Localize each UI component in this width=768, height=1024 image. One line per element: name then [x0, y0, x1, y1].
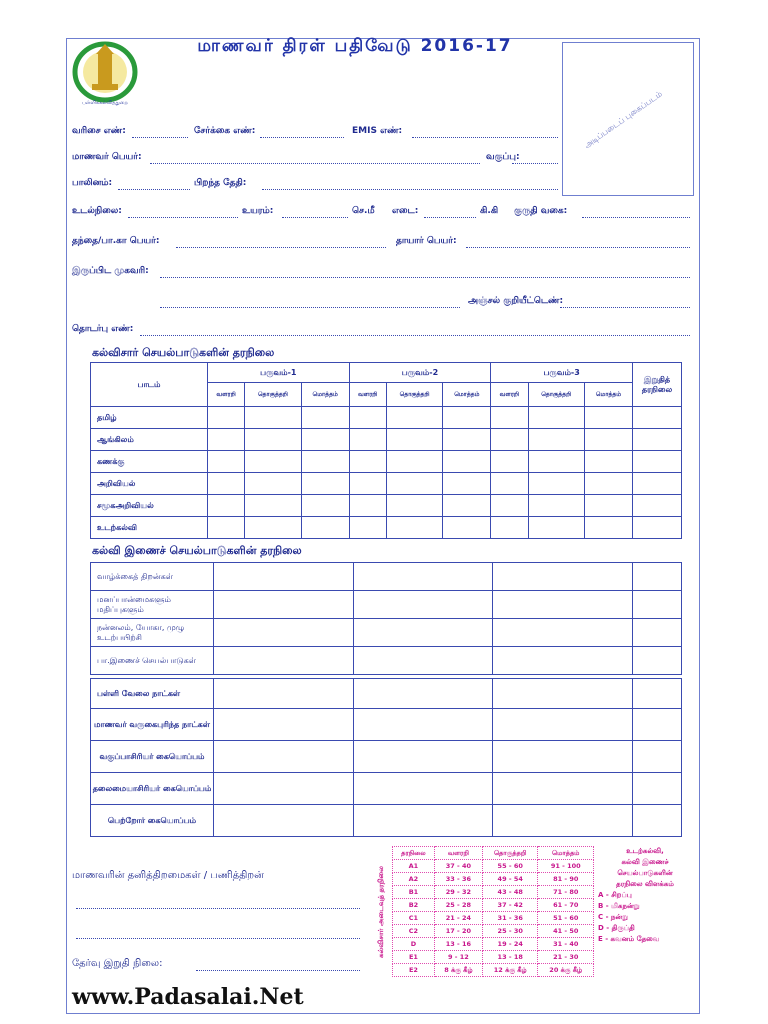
legend-line: உடற்கல்வி, — [626, 847, 664, 855]
coscholastic-row-label: நன்னலம், யோகா, முழு உடற்பயிற்சி — [91, 619, 214, 647]
grade-range: 29 - 32 — [434, 886, 482, 899]
grade-code: E2 — [393, 964, 435, 977]
field-health: உடல்நிலை: — [72, 206, 122, 216]
grade-range: 25 - 28 — [434, 899, 482, 912]
field-kg: கி.கி — [480, 206, 499, 216]
field-father-name: தந்தை/பா.கா பெயர்: — [72, 236, 160, 246]
t1-formative: வளரறி — [208, 383, 245, 407]
grade-header: தொகுத்தறி — [482, 847, 538, 860]
subject-header: பாடம் — [91, 363, 208, 407]
grade-header: மொத்தம் — [538, 847, 594, 860]
t2-formative: வளரறி — [349, 383, 386, 407]
grade-range: 91 - 100 — [538, 860, 594, 873]
legend-line: கல்வி இணைச் — [621, 858, 669, 866]
input-height[interactable] — [282, 217, 348, 218]
final-status-label: தேர்வு இறுதி நிலை: — [72, 958, 163, 969]
input-pincode[interactable] — [560, 307, 690, 308]
field-cm: செ.மீ — [352, 206, 375, 216]
input-gender[interactable] — [118, 189, 190, 190]
grade-range: 41 - 50 — [538, 925, 594, 938]
input-student-name[interactable] — [150, 163, 480, 164]
signature-row-label: பெற்றோர் கையொப்பம் — [91, 805, 214, 837]
footer-website: www.Padasalai.Net — [72, 984, 304, 1010]
input-father-name[interactable] — [176, 247, 386, 248]
grade-range: 8 க்கு கீழ் — [434, 964, 482, 977]
input-emis[interactable] — [412, 137, 558, 138]
grade-range: 9 - 12 — [434, 951, 482, 964]
field-student-name: மாணவர் பெயர்: — [72, 152, 142, 162]
talents-line-1[interactable] — [76, 908, 360, 909]
input-dob[interactable] — [262, 189, 558, 190]
subject-row-label: சமூகஅறிவியல் — [91, 495, 208, 517]
grade-range: 71 - 80 — [538, 886, 594, 899]
legend-line: D - திருப்தி — [598, 924, 635, 932]
input-mother-name[interactable] — [466, 247, 690, 248]
t2-total: மொத்தம் — [443, 383, 491, 407]
t1-total: மொத்தம் — [301, 383, 349, 407]
legend-line: C - நன்று — [598, 913, 629, 921]
grade-range: 37 - 40 — [434, 860, 482, 873]
field-pincode: அஞ்சல் குறியீட்டெண்: — [468, 296, 564, 306]
subject-row-label: ஆங்கிலம் — [91, 429, 208, 451]
emblem-logo — [70, 40, 140, 108]
grade-code: A1 — [393, 860, 435, 873]
subject-row-label: கணக்கு — [91, 451, 208, 473]
attendance-row-label: பள்ளி வேலை நாட்கள் — [91, 679, 214, 709]
grade-code: D — [393, 938, 435, 951]
legend-line: A - சிறப்பு — [598, 891, 632, 899]
legend-line: B - மிகநன்று — [598, 902, 640, 910]
input-class[interactable] — [512, 163, 558, 164]
signature-row-label: வகுப்பாசிரியர் கையொப்பம் — [91, 741, 214, 773]
field-height: உயரம்: — [242, 206, 274, 216]
talents-label: மாணவரின் தனித்திறமைகள் / பணித்திறன் — [72, 870, 264, 881]
grade-range: 81 - 90 — [538, 873, 594, 886]
grade-header: வளரறி — [434, 847, 482, 860]
field-admission: சேர்க்கை எண்: — [194, 126, 256, 136]
page-title: மாணவர் திரள் பதிவேடு 2016-17 — [197, 36, 513, 56]
grade-range: 55 - 60 — [482, 860, 538, 873]
grade-range: 21 - 24 — [434, 912, 482, 925]
grade-range: 12 க்கு கீழ் — [482, 964, 538, 977]
final-status-input[interactable] — [196, 970, 360, 971]
grade-code: B2 — [393, 899, 435, 912]
field-dob: பிறந்த தேதி: — [194, 178, 247, 188]
field-serial: வரிசை எண்: — [72, 126, 126, 136]
coscholastic-row-label: பா.இணைச் செயல்பாடுகள் — [91, 647, 214, 675]
grade-range: 37 - 42 — [482, 899, 538, 912]
term-2-header: பருவம்-2 — [349, 363, 491, 383]
input-blood-group[interactable] — [582, 217, 690, 218]
final-grade-header: இறுதித் தரநிலை — [633, 363, 682, 407]
term-1-header: பருவம்-1 — [208, 363, 350, 383]
grade-range: 17 - 20 — [434, 925, 482, 938]
legend-line: E - கவனம் தேவை — [598, 935, 660, 943]
signature-row-label: தலைமையாசிரியர் கையொப்பம் — [91, 773, 214, 805]
grade-range: 33 - 36 — [434, 873, 482, 886]
grade-range: 31 - 40 — [538, 938, 594, 951]
grade-header: தரநிலை — [393, 847, 435, 860]
grade-range: 61 - 70 — [538, 899, 594, 912]
grade-range: 21 - 30 — [538, 951, 594, 964]
input-serial[interactable] — [132, 137, 188, 138]
grade-range: 51 - 60 — [538, 912, 594, 925]
term-3-header: பருவம்-3 — [491, 363, 633, 383]
coscholastic-row-label: மனப்பான்மைகளும் மதிப்புகளும் — [91, 591, 214, 619]
talents-line-2[interactable] — [76, 938, 360, 939]
grade-table-side-label: கல்விசார் அடைவுத் தரநிலை — [377, 866, 385, 958]
field-address: இருப்பிட முகவரி: — [72, 266, 149, 276]
input-address-2[interactable] — [160, 307, 460, 308]
t3-formative: வளரறி — [491, 383, 528, 407]
subject-row-label: அறிவியல் — [91, 473, 208, 495]
t3-summative: தொகுத்தறி — [528, 383, 585, 407]
attendance-signature-table — [90, 678, 682, 837]
academic-grade-table — [90, 362, 682, 539]
grade-code: E1 — [393, 951, 435, 964]
grade-range: 43 - 48 — [482, 886, 538, 899]
logo-caption: பள்ளிக்கல்வித்துறை — [82, 100, 128, 106]
section-coscholastic-title: கல்வி இணைச் செயல்பாடுகளின் தரநிலை — [92, 544, 302, 557]
subject-row-label: உடற்கல்வி — [91, 517, 208, 539]
section-academic-title: கல்விசார் செயல்பாடுகளின் தரநிலை — [92, 346, 275, 359]
input-health[interactable] — [128, 217, 238, 218]
field-mother-name: தாயார் பெயர்: — [396, 236, 457, 246]
legend-line: தரநிலை விளக்கம் — [616, 880, 674, 888]
field-emis: EMIS எண்: — [352, 126, 403, 136]
attendance-row-label: மாணவர் வருகைபுரிந்த நாட்கள் — [91, 709, 214, 741]
grade-code: B1 — [393, 886, 435, 899]
subject-row-label: தமிழ் — [91, 407, 208, 429]
field-weight: எடை: — [392, 206, 419, 216]
grade-reference-table — [392, 846, 594, 977]
t1-summative: தொகுத்தறி — [245, 383, 302, 407]
legend-line: செயல்பாடுகளின் — [617, 869, 673, 877]
field-gender: பாலினம்: — [72, 178, 113, 188]
photo-label: அடிப்படைப் புகைப்படம் — [582, 89, 664, 150]
grade-code: A2 — [393, 873, 435, 886]
grade-code: C1 — [393, 912, 435, 925]
grade-range: 31 - 36 — [482, 912, 538, 925]
coscholastic-table — [90, 562, 682, 675]
input-phone[interactable] — [140, 335, 690, 336]
grade-range: 20 க்கு கீழ் — [538, 964, 594, 977]
grade-code: C2 — [393, 925, 435, 938]
t2-summative: தொகுத்தறி — [386, 383, 443, 407]
grade-range: 13 - 16 — [434, 938, 482, 951]
grade-range: 49 - 54 — [482, 873, 538, 886]
grade-legend — [598, 846, 692, 945]
grade-range: 25 - 30 — [482, 925, 538, 938]
grade-range: 19 - 24 — [482, 938, 538, 951]
photo-box — [562, 42, 694, 196]
field-class: வகுப்பு: — [486, 152, 520, 162]
input-admission[interactable] — [260, 137, 344, 138]
input-weight[interactable] — [424, 217, 476, 218]
input-address-1[interactable] — [160, 277, 690, 278]
field-blood-group: குருதி வகை: — [514, 206, 568, 216]
field-phone: தொடர்பு எண்: — [72, 324, 134, 334]
grade-range: 13 - 18 — [482, 951, 538, 964]
t3-total: மொத்தம் — [585, 383, 633, 407]
coscholastic-row-label: வாழ்க்கைத் திறன்கள் — [91, 563, 214, 591]
